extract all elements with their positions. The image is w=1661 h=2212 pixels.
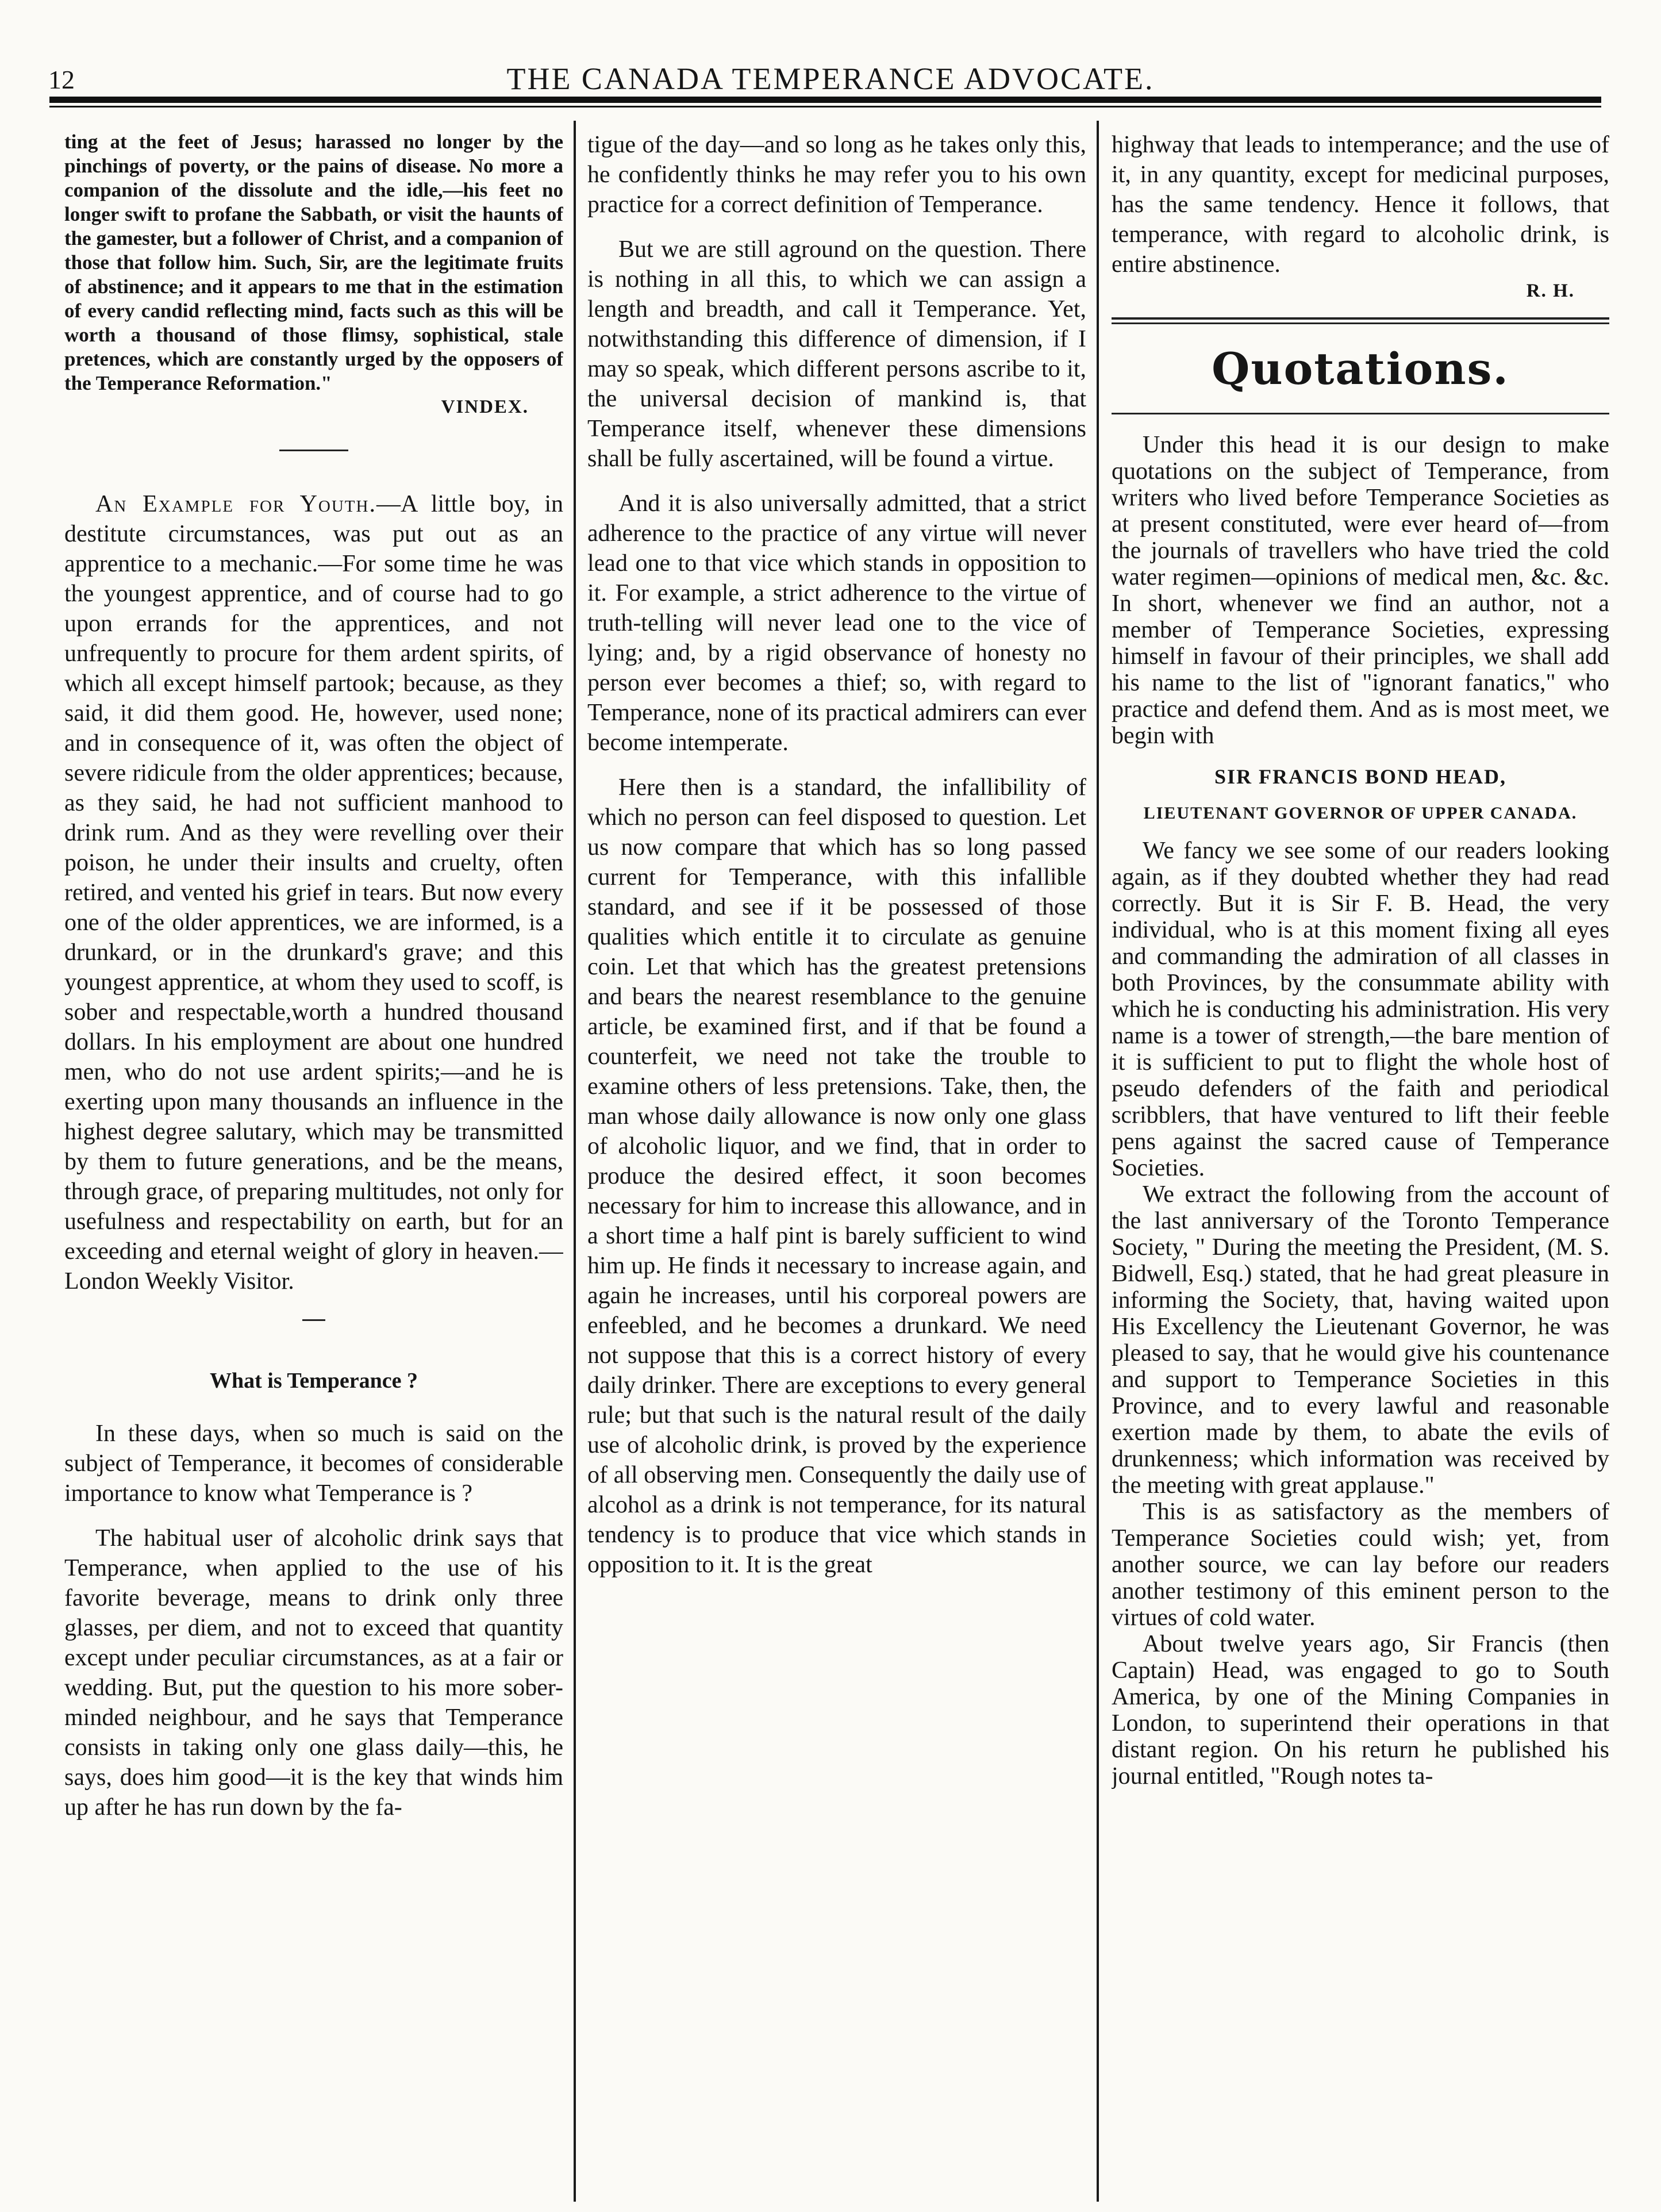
section-double-rule	[1112, 317, 1609, 324]
paragraph: Under this head it is our design to make quotations on the subject of Temperance, from writers who lived before Temperance Societies as at present constituted, were ever heard of—from the journals of travellers who have tried the cold water regimen—opinions of medical men, &c. &c. In short, whenever we find an author, not a member of Temperance Societies, expressing himself in favour of their principles, we shall add his name to the list of "ignorant fanatics," who practice and defend them. And as is most meet, we begin with	[1112, 432, 1609, 749]
paragraph: In these days, when so much is said on the subject of Temperance, it becomes of considerable importance to know what Temperance is ?	[64, 1420, 563, 1507]
separator-rule	[302, 1319, 325, 1321]
column-divider	[574, 121, 576, 2202]
section-title-quotations: Quotations.	[1212, 343, 1509, 394]
article-title-example-for-youth: An Example for Youth.	[95, 491, 376, 517]
column-2	[587, 130, 1086, 2194]
column-3	[1112, 130, 1609, 2194]
subhead-sir-francis-bond-head: SIR FRANCIS BOND HEAD,	[1214, 765, 1507, 788]
paragraph: This is as satisfactory as the members of Temperance Societies could wish; yet, from another source, we can lay before our readers another testimony of this eminent person to the virtues of cold water.	[1112, 1499, 1609, 1631]
separator-rule	[279, 450, 348, 451]
section-title-what-is-temperance: What is Temperance ?	[209, 1369, 418, 1393]
paragraph: We fancy we see some of our readers looking again, as if they doubted whether they had read correctly. But it is Sir F. B. Head, the very individual, who is at this moment fixing all eyes and commanding the admiration of all classes in both Provinces, by the consummate ability with which he is conducting his administration. His very name is a tower of strength,—the bare mention of it is sufficient to put to flight the whole host of pseudo defenders of the faith and periodical scribblers, that have ventured to lift their feeble pens against the sacred cause of Temperance Societies.	[1112, 838, 1609, 1181]
vindex-letter-end: ting at the feet of Jesus; harassed no longer by the pinchings of poverty, or the pains of disease. No more a companion of the dissolute and the idle,—his feet no longer swift to profane the Sabbath, or visit the haunts of the gamester, but a follower of Christ, and a companion of those that follow him. Such, Sir, are the legitimate fruits of abstinence; and it appears to me that in the estimation of every candid reflecting mind, facts such as this will be worth a thousand of those flimsy, sophistical, stale pretences, which are constantly urged by the opposers of the Temperance Reformation."	[64, 130, 563, 394]
paragraph: The habitual user of alcoholic drink says that Temperance, when applied to the use of his favorite beverage, means to drink only three glasses, per diem, and not to exceed that quantity except under peculiar circumstances, as at a fair or wedding. But, put the question to his more sober-minded neighbour, and he says that Temperance consists in taking only one glass daily—this, he says, does him good—it is the key that winds him up after he has run down by the fa-	[64, 1525, 563, 1821]
column-1	[64, 130, 563, 2194]
article-example-for-youth	[64, 489, 563, 1296]
paragraph: highway that leads to intemperance; and the use of it, in any quantity, except for medicinal purposes, has the same tendency. Hence it follows, that temperance, with regard to alcoholic drink, is entire abstinence.	[1112, 132, 1609, 278]
masthead-rule-thick	[49, 97, 1601, 103]
page-number: 12	[48, 65, 75, 94]
section-rule	[1112, 413, 1609, 414]
paragraph: But we are still aground on the question. There is nothing in all this, to which we can assign a length and breadth, and call it Temperance. Yet, notwithstanding this difference of dimension, if I may so speak, which different persons ascribe to it, the universal decision of mankind is, that Temperance itself, whenever these dimensions shall be fully ascertained, will be found a virtue.	[587, 236, 1086, 472]
signature-rh: R. H.	[1526, 281, 1575, 301]
subhead-lieutenant-governor: LIEUTENANT GOVERNOR OF UPPER CANADA.	[1143, 804, 1578, 823]
paragraph: Here then is a standard, the infallibility of which no person can feel disposed to question. Let us now compare that which has so long passed current for Temperance, with this infallible standard, and see if it be possessed of those qualities which entitle it to circulate as genuine coin. Let that which has the greatest pretensions and bears the nearest resemblance to the genuine article, be examined first, and if that be found a counterfeit, we need not take the trouble to examine others of less pretensions. Take, then, the man whose daily allowance is now only one glass of alcoholic liquor, and we find, that in order to produce the desired effect, it soon becomes necessary for him to increase this allowance, and in a short time a half pint is barely sufficient to wind him up. He finds it necessary to increase again, and again he increases, until his corporeal powers are enfeebled, and he becomes a drunkard. We need not suppose that this is a correct history of every daily drinker. There are exceptions to every general rule; but that such is the natural result of the daily use of alcoholic drink, is proved by the experience of all observing men. Consequently the daily use of alcohol as a drink is not temperance, for its natural tendency is to produce that vice which stands in opposition to it. It is the great	[587, 774, 1086, 1578]
article-body-example-for-youth: —A little boy, in destitute circumstances, was put out as an apprentice to a mechanic.—For some time he was the youngest apprentice, and of course had to go upon errands for the apprentices, and not unfrequently to procure for them ardent spirits, of which all except himself partook; because, as they said, it did them good. He, however, used none; and in consequence of it, was often the object of severe ridicule from the older apprentices; because, as they said, he had not sufficient manhood to drink rum. And as they were revelling over their poison, he under their insults and cruelty, often retired, and vented his grief in tears. But now every one of the older apprentices, we are informed, is a drunkard, or in the drunkard's grave; and this youngest apprentice, at whom they used to scoff, is sober and respectable,worth a hundred thousand dollars. In his employment are about one hundred men, who do not use ardent spirits;—and he is exerting upon many thousands an influence in the highest degree salutary, which may be transmitted by them to future generations, and be the means, through grace, of preparing multitudes, not only for usefulness and respectability on earth, but for an exceeding and eternal weight of glory in heaven.—London Weekly Visitor.	[64, 491, 563, 1295]
signature-vindex: VINDEX.	[441, 397, 529, 417]
paragraph: tigue of the day—and so long as he takes only this, he confidently thinks he may refer you to his own practice for a correct definition of Temperance.	[587, 132, 1086, 218]
column-divider	[1097, 121, 1099, 2202]
masthead-title: THE CANADA TEMPERANCE ADVOCATE.	[506, 62, 1155, 96]
masthead-rule-thin	[49, 106, 1601, 107]
paragraph: And it is also universally admitted, that a strict adherence to the practice of any virtue will never lead one to that vice which stands in opposition to it. For example, a strict adherence to the virtue of truth-telling will never lead one to the vice of lying; and, by a rigid observance of honesty no person ever becomes a thief; so, with regard to Temperance, none of its practical admirers can ever become intemperate.	[587, 490, 1086, 756]
paragraph: We extract the following from the account of the last anniversary of the Toronto Temperance Society, " During the meeting the President, (M. S. Bidwell, Esq.) stated, that he had great pleasure in informing the Society, that, having waited upon His Excellency the Lieutenant Governor, he was pleased to say, that he would give his countenance and support to Temperance Societies in this Province, and to every lawful and reasonable exertion made by them, to abate the evils of drunkenness; which information was received by the meeting with great applause."	[1112, 1181, 1609, 1499]
paragraph: About twelve years ago, Sir Francis (then Captain) Head, was engaged to go to South America, by one of the Mining Companies in London, to superintend their operations in that distant region. On his return he published his journal entitled, "Rough notes ta-	[1112, 1631, 1609, 1789]
